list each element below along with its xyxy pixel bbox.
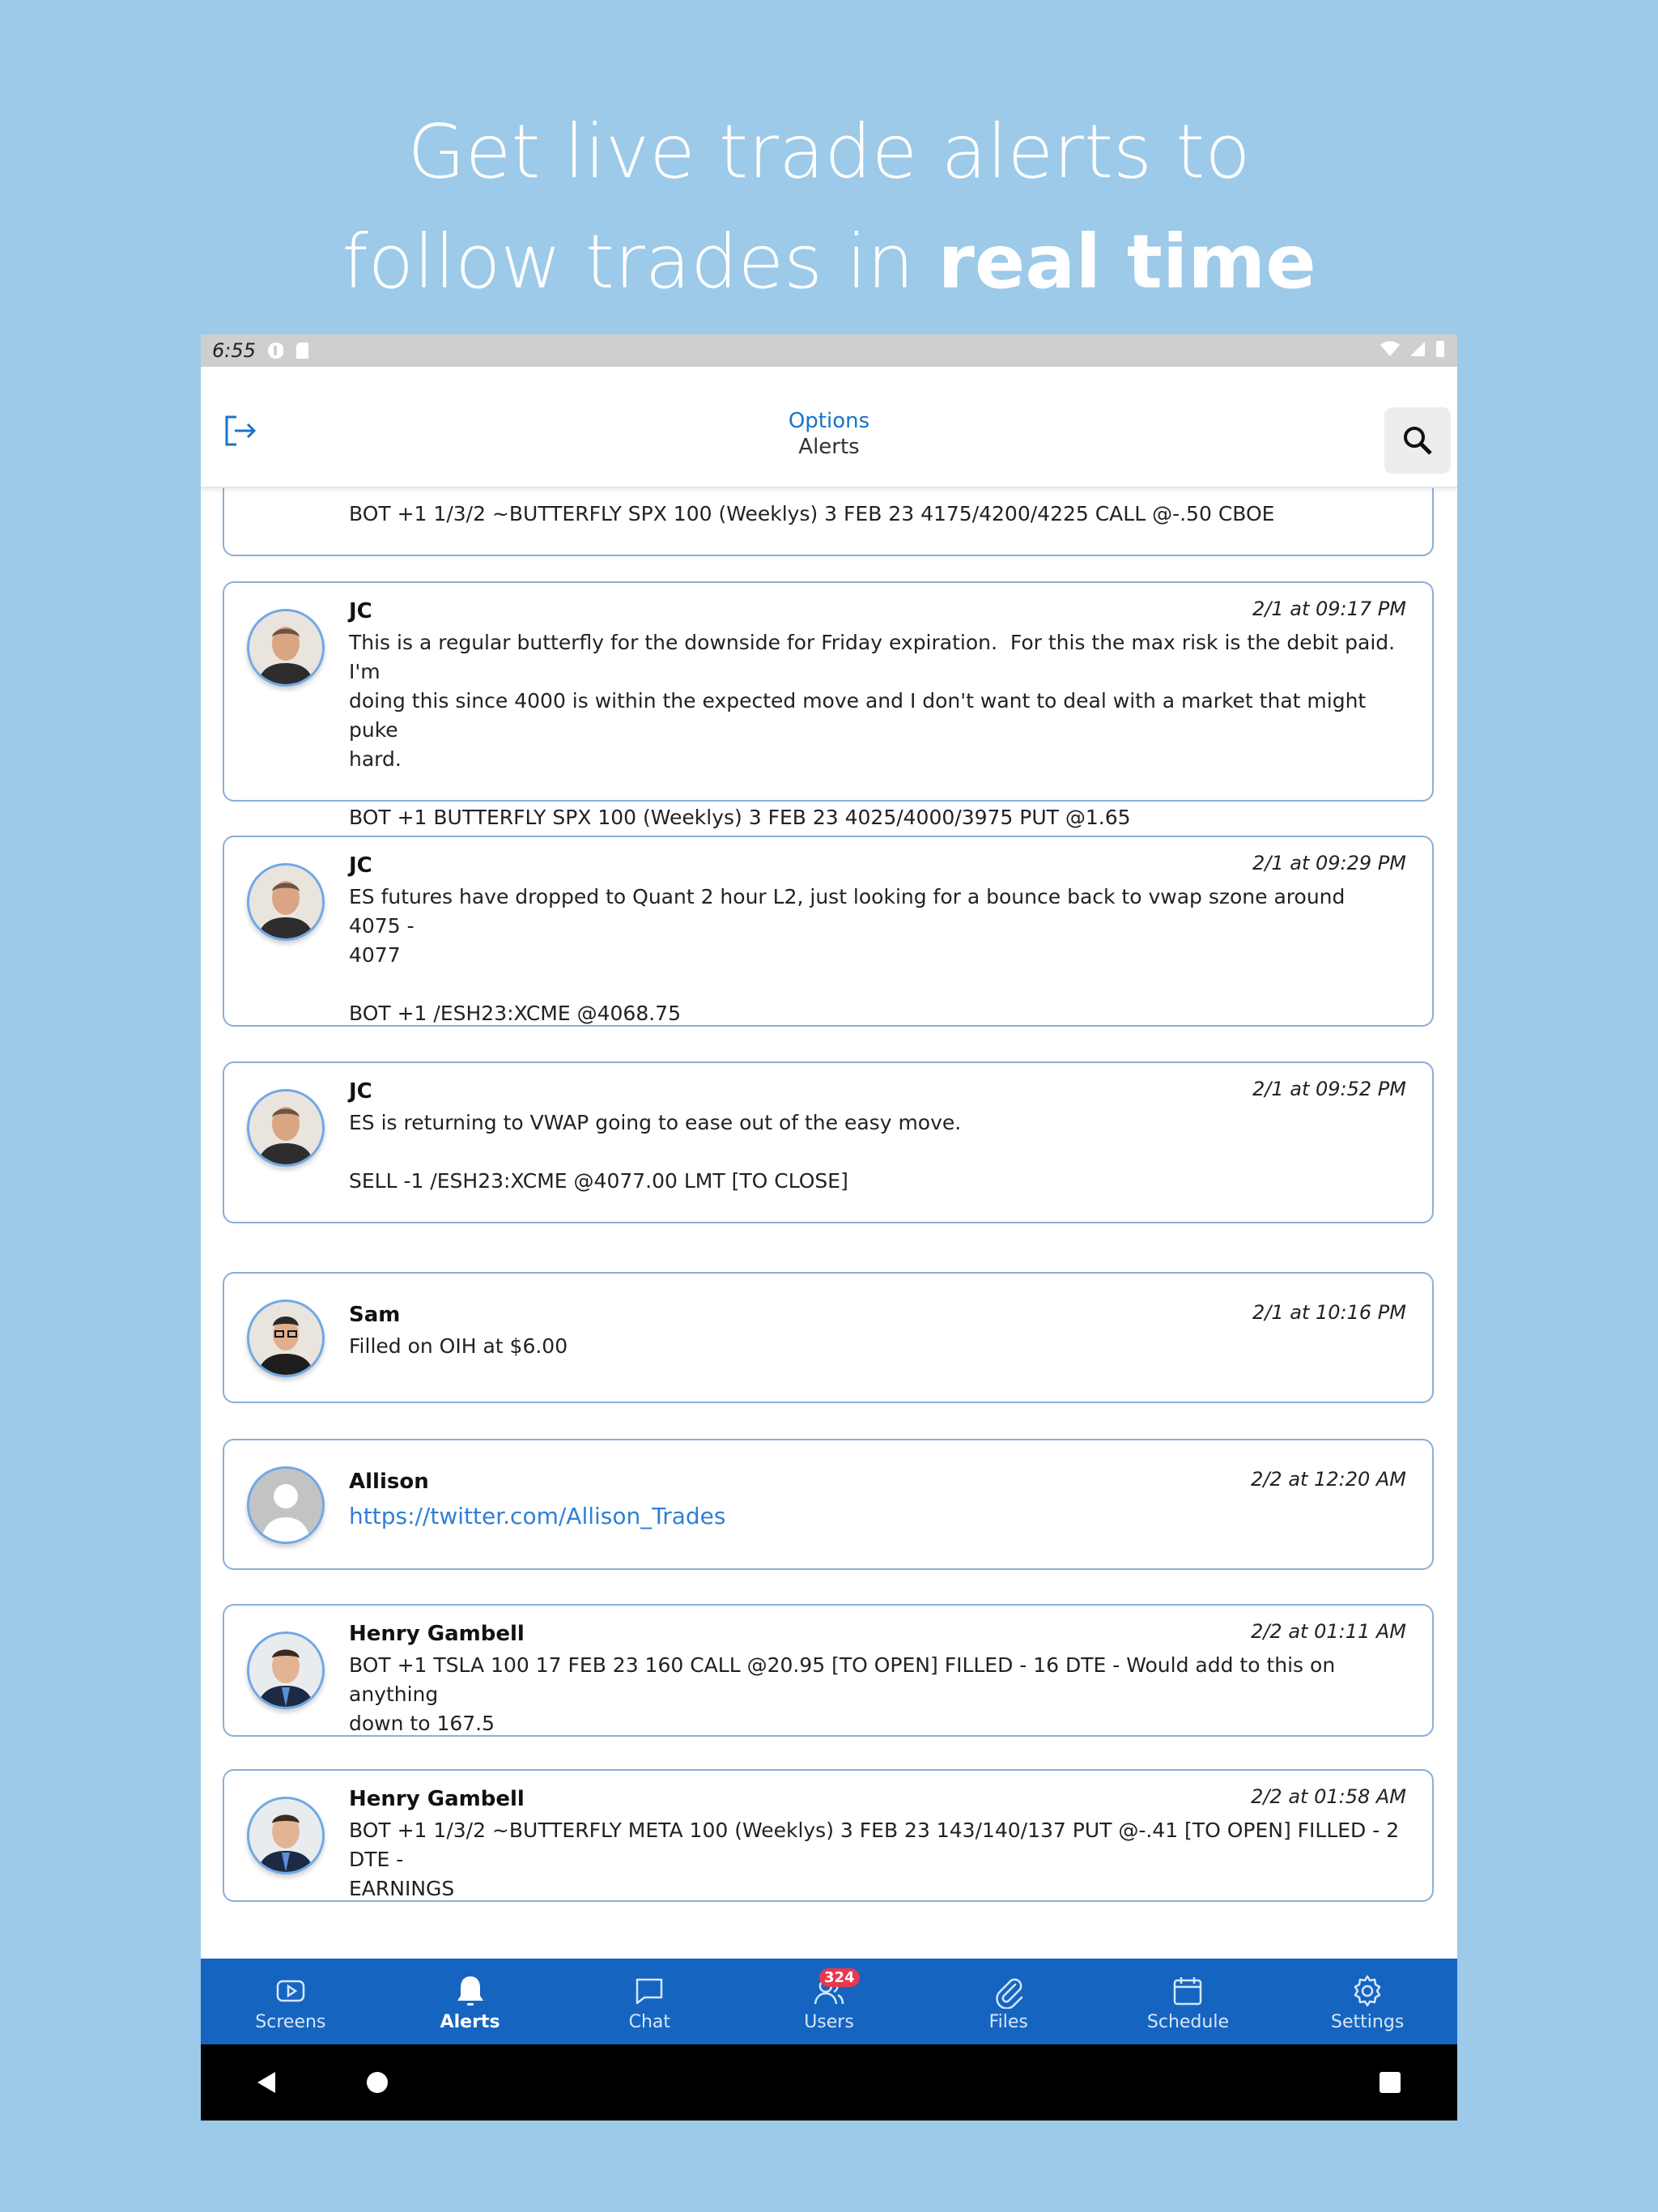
avatar — [247, 1797, 325, 1874]
alert-message: BOT +1 1/3/2 ~BUTTERFLY SPX 100 (Weeklys) 3 FEB 23 4175/4200/4225 CALL @-.50 CBOE — [349, 502, 1275, 525]
avatar — [247, 1631, 325, 1709]
alert-message: BOT +1 1/3/2 ~BUTTERFLY META 100 (Weeklys) 3 FEB 23 143/140/137 PUT @-.41 [TO OPEN] FILLED - 2 DTE - EARNINGS — [349, 1819, 1400, 1900]
alerts-feed[interactable] — [201, 487, 1457, 1959]
nav-settings[interactable] — [1278, 1959, 1457, 2044]
battery-icon — [1435, 339, 1446, 359]
avatar — [247, 1089, 325, 1167]
paperclip-icon — [991, 1973, 1027, 2009]
user-placeholder-icon — [249, 1469, 322, 1542]
nav-alerts[interactable] — [380, 1959, 560, 2044]
gear-icon — [1350, 1973, 1385, 2009]
nav-label: Settings — [1331, 2012, 1405, 2032]
sd-card-icon — [295, 341, 311, 360]
calendar-icon — [1170, 1973, 1205, 2009]
alert-author: JC — [349, 599, 372, 623]
search-button[interactable] — [1384, 407, 1451, 474]
alert-time: 2/1 at 09:52 PM — [1252, 1078, 1406, 1100]
device-screen — [201, 334, 1457, 2121]
alert-card[interactable] — [223, 581, 1434, 829]
back-icon[interactable] — [256, 2070, 277, 2095]
alert-message: Filled on OIH at $6.00 — [349, 1334, 568, 1358]
nav-files[interactable] — [919, 1959, 1099, 2044]
alert-message: This is a regular butterfly for the downside for Friday expiration. For this the max risk is the debit paid. I'm doing this since 4000 is within the expected move and I don't want to deal with a market that might puke hard. BOT +1 BUTTERFLY SPX 100 (Weeklys) 3 FEB 23 4025/4000/3975 PUT @1.65 — [349, 631, 1396, 829]
play-screen-icon — [273, 1973, 308, 2009]
nav-chat[interactable] — [559, 1959, 739, 2044]
headline-line-1: Get live trade alerts to — [407, 108, 1251, 195]
avatar — [247, 863, 325, 941]
nav-users[interactable] — [739, 1959, 919, 2044]
alert-author: Henry Gambell — [349, 1622, 525, 1646]
alert-card[interactable] — [223, 1604, 1434, 1737]
alert-time: 2/1 at 10:16 PM — [1252, 1301, 1406, 1324]
alert-time: 2/2 at 01:11 AM — [1251, 1620, 1406, 1643]
alert-time: 2/1 at 09:17 PM — [1252, 598, 1406, 620]
alert-link[interactable]: https://twitter.com/Allison_Trades — [349, 1503, 726, 1529]
alert-card[interactable] — [223, 1769, 1434, 1902]
status-bar — [201, 334, 1457, 367]
headline-emphasis: real time — [937, 219, 1316, 305]
alert-author: Sam — [349, 1303, 401, 1327]
alert-message: ES is returning to VWAP going to ease out of the easy move. SELL -1 /ESH23:XCME @4077.00 LMT [TO CLOSE] — [349, 1111, 962, 1193]
page-title — [201, 409, 1457, 459]
recent-apps-icon[interactable] — [1380, 2072, 1401, 2093]
headline — [0, 97, 1658, 317]
app-bar — [201, 367, 1457, 488]
alert-message: BOT +1 TSLA 100 17 FEB 23 160 CALL @20.95 [TO OPEN] FILLED - 16 DTE - Would add to this on anything down to 167.5 — [349, 1653, 1336, 1735]
users-count-badge: 324 — [819, 1968, 860, 1987]
nav-screens[interactable] — [201, 1959, 380, 2044]
alert-time: 2/2 at 01:58 AM — [1251, 1785, 1406, 1808]
status-time: 6:55 — [212, 339, 256, 362]
alert-author: Henry Gambell — [349, 1787, 525, 1811]
bell-icon — [453, 1973, 488, 2009]
nav-schedule[interactable] — [1099, 1959, 1278, 2044]
avatar — [247, 609, 325, 687]
alert-message: ES futures have dropped to Quant 2 hour L2, just looking for a bounce back to vwap szone around 4075 - 4077 BOT +1 /ESH23:XCME @4068.75 — [349, 885, 1346, 1025]
alert-time: 2/1 at 09:29 PM — [1252, 852, 1406, 874]
alert-author: JC — [349, 853, 372, 878]
nav-label: Users — [804, 2012, 854, 2032]
notification-icon — [267, 341, 283, 360]
alert-author: Allison — [349, 1470, 429, 1494]
alert-time: 2/2 at 12:20 AM — [1251, 1468, 1406, 1491]
nav-label: Screens — [255, 2012, 326, 2032]
alert-card[interactable] — [223, 487, 1434, 556]
nav-label: Files — [988, 2012, 1028, 2032]
alert-card[interactable] — [223, 1439, 1434, 1570]
signal-icon — [1409, 340, 1426, 358]
wifi-icon — [1380, 340, 1401, 358]
nav-label: Chat — [628, 2012, 670, 2032]
chat-bubble-icon — [631, 1973, 667, 2009]
system-nav-bar — [201, 2044, 1457, 2121]
headline-line-2: follow trades in real time — [342, 219, 1316, 305]
alert-card[interactable] — [223, 1272, 1434, 1403]
nav-label: Schedule — [1146, 2012, 1229, 2032]
alert-author: JC — [349, 1079, 372, 1104]
search-icon — [1401, 424, 1434, 457]
status-icons — [1380, 339, 1446, 359]
home-icon[interactable] — [367, 2072, 388, 2093]
alert-card[interactable] — [223, 1061, 1434, 1223]
nav-label: Alerts — [440, 2012, 500, 2032]
avatar-placeholder — [247, 1466, 325, 1544]
avatar — [247, 1300, 325, 1377]
alert-card[interactable] — [223, 836, 1434, 1027]
page-title-top: Options — [788, 409, 870, 433]
bottom-nav — [201, 1959, 1457, 2044]
page-title-bottom: Alerts — [798, 435, 860, 459]
